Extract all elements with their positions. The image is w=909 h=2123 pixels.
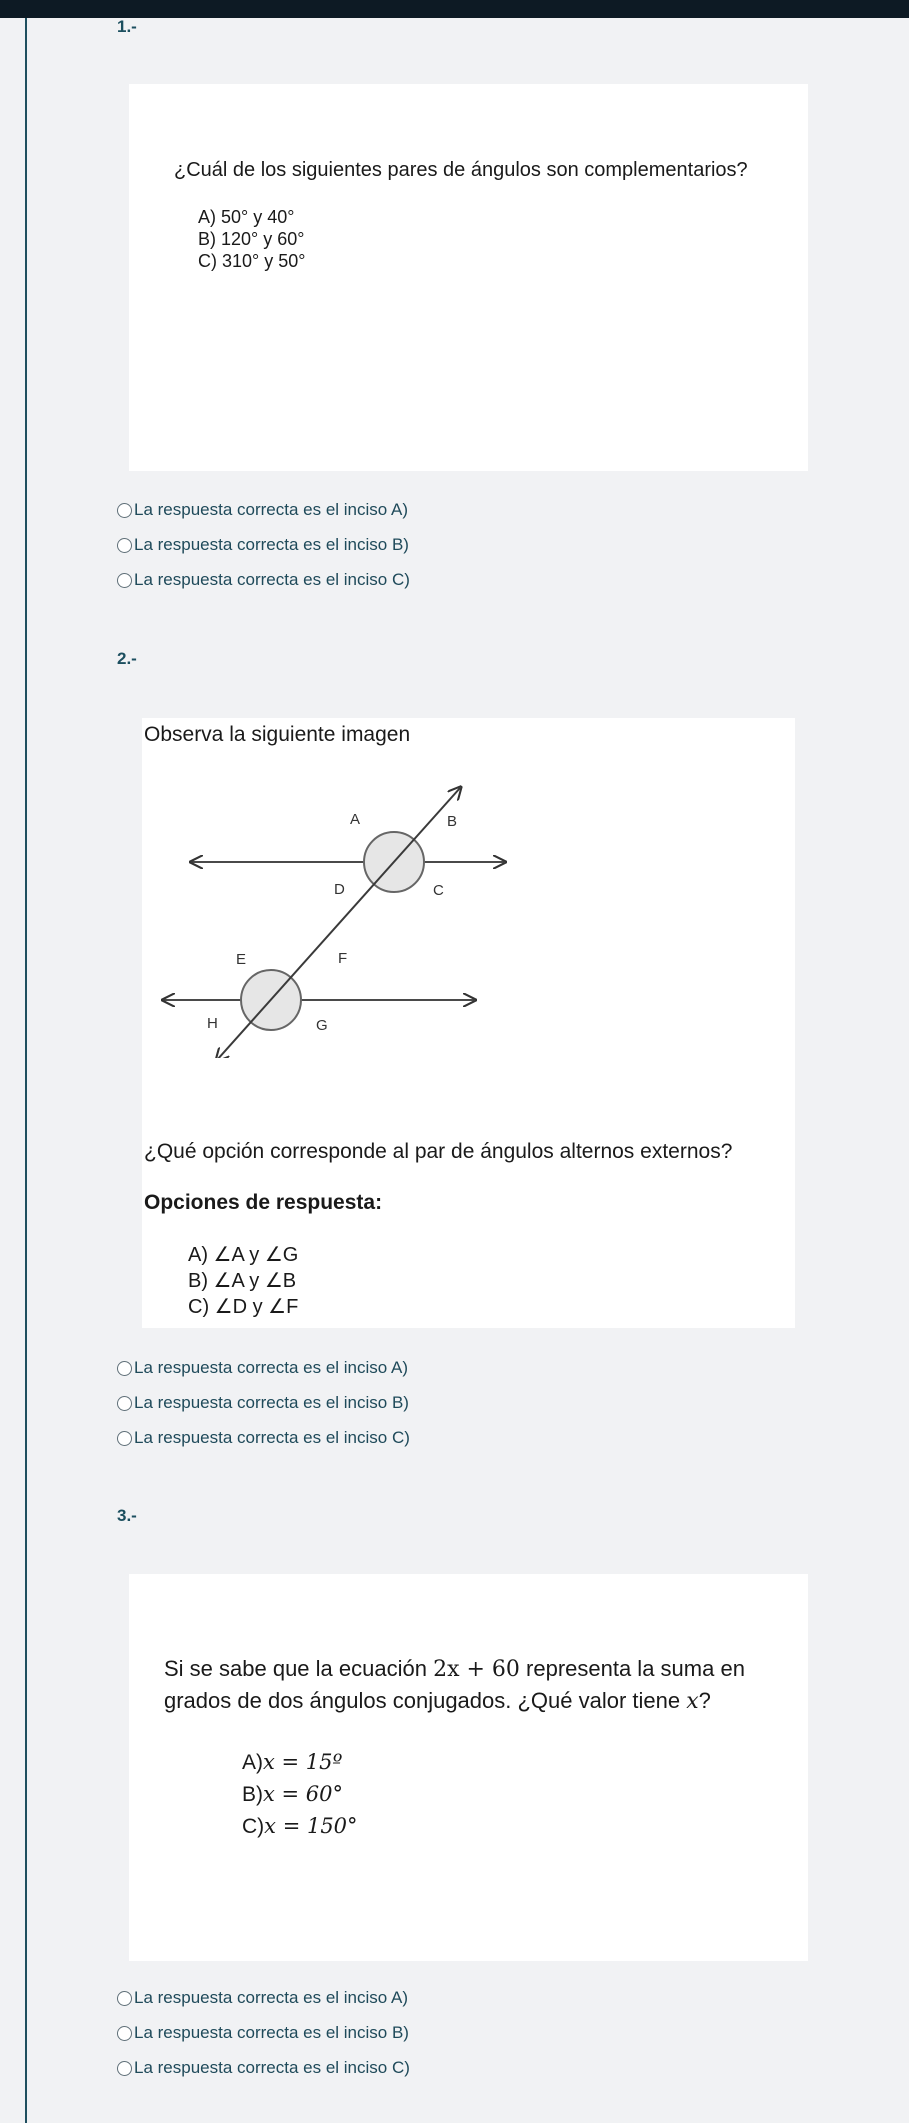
choice-equation: x = 60° <box>263 1782 344 1806</box>
choice-b: B) 120° y 60° <box>198 229 305 249</box>
answer-option-c[interactable] <box>117 2057 410 2079</box>
answer-option-b[interactable] <box>117 1392 409 1414</box>
answer-option-label: La respuesta correcta es el inciso C) <box>134 1428 410 1447</box>
question-intro: Observa la siguiente imagen <box>144 723 411 746</box>
question-prompt: ¿Qué opción corresponde al par de ángulos alternos externos? <box>144 1140 733 1163</box>
answer-option-a[interactable] <box>117 1987 408 2009</box>
figure-label: C <box>433 882 444 899</box>
answer-option-label: La respuesta correcta es el inciso A) <box>134 500 409 519</box>
radio-button[interactable] <box>117 2026 132 2041</box>
choice-label: C) <box>242 1815 265 1838</box>
choice-c: C) 310° y 50° <box>198 251 306 271</box>
prompt-text: representa la suma en <box>519 1656 745 1681</box>
figure-label: A <box>350 811 361 828</box>
equation: 2x + 60 <box>433 1657 520 1682</box>
answer-option-label: La respuesta correcta es el inciso A) <box>134 1358 409 1377</box>
answer-option-a[interactable] <box>117 1357 408 1379</box>
answer-option-label: La respuesta correcta es el inciso C) <box>134 570 410 589</box>
question-number: 3.- <box>117 1506 137 1525</box>
prompt-text: grados de dos ángulos conjugados. ¿Qué valor tiene <box>164 1688 687 1713</box>
choice-c <box>242 1810 358 1843</box>
answer-option-label: La respuesta correcta es el inciso B) <box>134 535 409 554</box>
choice-label: B) <box>242 1783 263 1806</box>
answer-option-b[interactable] <box>117 2022 409 2044</box>
question-prompt <box>164 1656 745 1682</box>
radio-button[interactable] <box>117 2061 132 2076</box>
radio-button[interactable] <box>117 503 132 518</box>
answers-heading: Opciones de respuesta: <box>144 1191 383 1214</box>
prompt-text: Si se sabe que la ecuación <box>164 1656 434 1681</box>
radio-button[interactable] <box>117 573 132 588</box>
radio-button[interactable] <box>117 538 132 553</box>
figure-label: D <box>334 881 345 898</box>
choice-equation: x = 150° <box>264 1814 358 1838</box>
choice-b <box>242 1778 343 1811</box>
prompt-text: ? <box>698 1688 711 1713</box>
question-card <box>142 718 795 1328</box>
question-card <box>129 1574 808 1961</box>
choice-a: A) 50° y 40° <box>198 207 295 227</box>
radio-button[interactable] <box>117 1361 132 1376</box>
answer-option-c[interactable] <box>117 1427 410 1449</box>
choice-a <box>242 1746 342 1779</box>
figure-label: F <box>338 950 348 967</box>
radio-button[interactable] <box>117 1991 132 2006</box>
answer-option-c[interactable] <box>117 569 410 591</box>
question-prompt-line2 <box>164 1688 711 1714</box>
question-number: 1.- <box>117 17 137 36</box>
question-card <box>129 84 808 471</box>
variable: x <box>686 1689 699 1714</box>
choice-c: C) ∠D y ∠F <box>188 1296 299 1318</box>
figure-label: B <box>447 813 458 830</box>
parallel-lines-figure <box>142 778 522 1058</box>
choice-a: A) ∠A y ∠G <box>188 1244 299 1266</box>
figure-label: E <box>236 951 247 968</box>
answer-option-label: La respuesta correcta es el inciso B) <box>134 1393 409 1412</box>
answer-option-label: La respuesta correcta es el inciso C) <box>134 2058 410 2077</box>
choice-label: A) <box>242 1751 263 1774</box>
answer-option-label: La respuesta correcta es el inciso B) <box>134 2023 409 2042</box>
figure-label: H <box>207 1015 218 1032</box>
answer-option-b[interactable] <box>117 534 409 556</box>
radio-button[interactable] <box>117 1431 132 1446</box>
choice-equation: x = 15º <box>263 1750 343 1774</box>
choice-b: B) ∠A y ∠B <box>188 1270 297 1292</box>
answer-option-label: La respuesta correcta es el inciso A) <box>134 1988 409 2007</box>
figure-label: G <box>316 1017 328 1034</box>
answer-option-a[interactable] <box>117 499 408 521</box>
top-bar <box>0 0 909 18</box>
radio-button[interactable] <box>117 1396 132 1411</box>
question-prompt: ¿Cuál de los siguientes pares de ángulos son complementarios? <box>174 159 748 181</box>
left-border-line <box>25 18 27 2123</box>
question-number: 2.- <box>117 649 137 668</box>
